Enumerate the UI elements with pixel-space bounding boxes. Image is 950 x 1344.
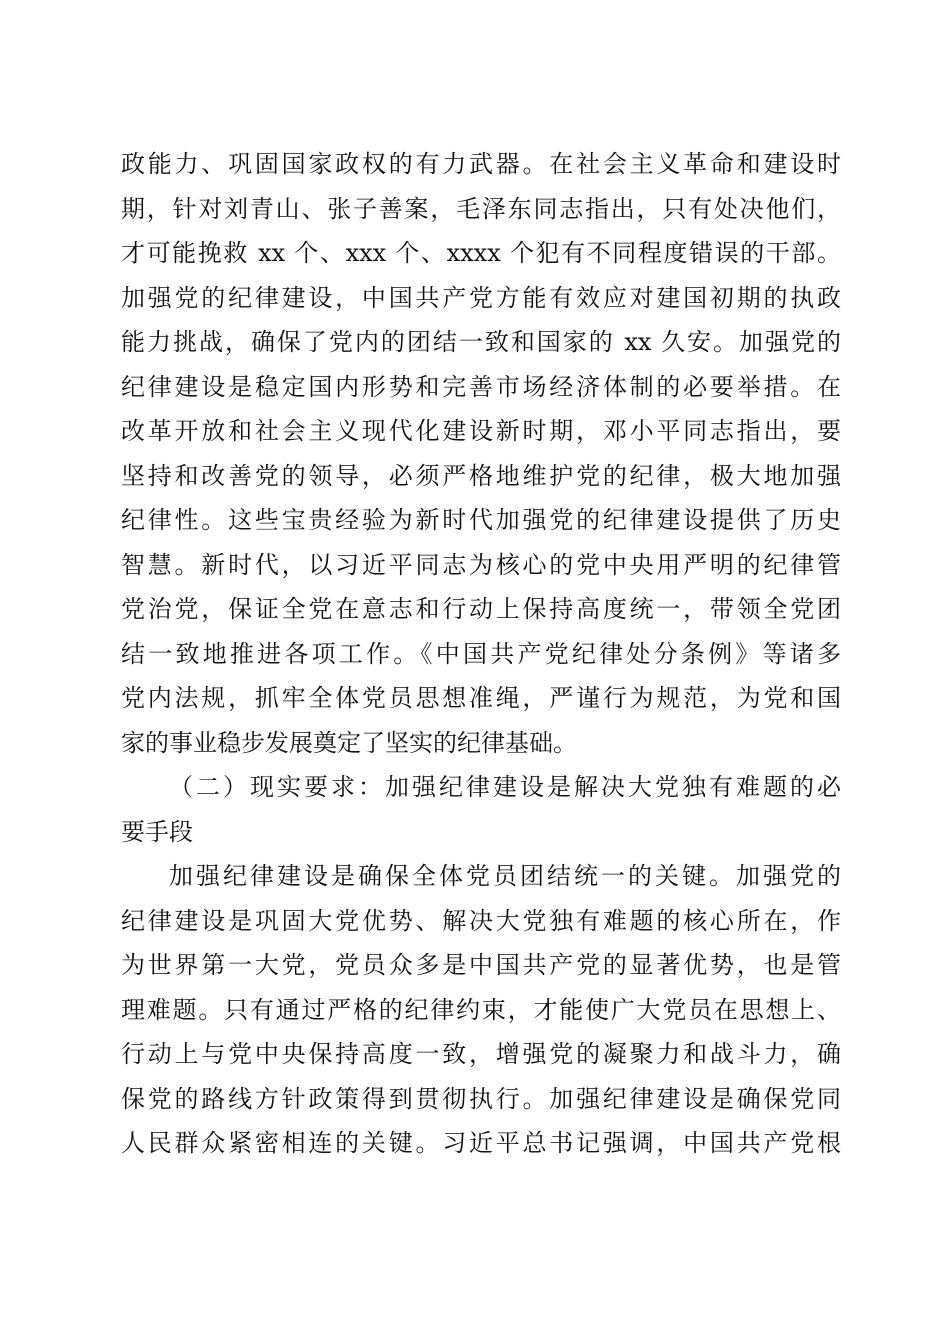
- body-line: 智慧。新时代，以习近平同志为核心的党中央用严明的纪律管: [121, 550, 841, 579]
- body-line: 能力挑战，确保了党内的团结一致和国家的 xx 久安。加强党的: [121, 328, 841, 356]
- body-line: 结一致地推进各项工作。《中国共产党纪律处分条例》等诸多: [121, 639, 841, 668]
- body-line: 才可能挽救 xx 个、xxx 个、xxxx 个犯有不同程度错误的干部。: [121, 239, 841, 267]
- body-line: 党内法规，抓牢全体党员思想准绳，严谨行为规范，为党和国: [121, 684, 841, 712]
- body-line: 加强党的纪律建设，中国共产党方能有效应对建国初期的执政: [121, 283, 841, 312]
- body-line: 改革开放和社会主义现代化建设新时期，邓小平同志指出，要: [121, 417, 841, 445]
- body-line: 坚持和改善党的领导，必须严格地维护党的纪律，极大地加强: [121, 461, 841, 490]
- body-line: 党治党，保证全党在意志和行动上保持高度统一，带领全党团: [121, 595, 841, 623]
- body-line: 保党的路线方针政策得到贯彻执行。加强纪律建设是确保党同: [121, 1084, 841, 1113]
- body-line: 行动上与党中央保持高度一致，增强党的凝聚力和战斗力，确: [121, 1040, 841, 1068]
- body-line: 纪律建设是巩固大党优势、解决大党独有难题的核心所在，作: [121, 906, 841, 935]
- body-line: 为世界第一大党，党员众多是中国共产党的显著优势，也是管: [121, 951, 841, 979]
- body-line: 政能力、巩固国家政权的有力武器。在社会主义革命和建设时: [121, 150, 841, 178]
- section-heading-continued: 要手段: [121, 817, 193, 846]
- body-line: 家的事业稳步发展奠定了坚实的纪律基础。: [121, 728, 577, 757]
- body-line: 理难题。只有通过严格的纪律约束，才能使广大党员在思想上、: [121, 995, 841, 1024]
- body-line: 纪律性。这些宝贵经验为新时代加强党的纪律建设提供了历史: [121, 506, 841, 534]
- section-heading: （二）现实要求：加强纪律建设是解决大党独有难题的必: [169, 773, 841, 801]
- body-line: 加强纪律建设是确保全体党员团结统一的关键。加强党的: [169, 862, 841, 890]
- body-line: 纪律建设是稳定国内形势和完善市场经济体制的必要举措。在: [121, 372, 841, 401]
- body-line: 人民群众紧密相连的关键。习近平总书记强调，中国共产党根: [121, 1129, 841, 1157]
- document-body: [121, 142, 841, 1166]
- body-line: 期，针对刘青山、张子善案，毛泽东同志指出，只有处决他们，: [121, 194, 841, 223]
